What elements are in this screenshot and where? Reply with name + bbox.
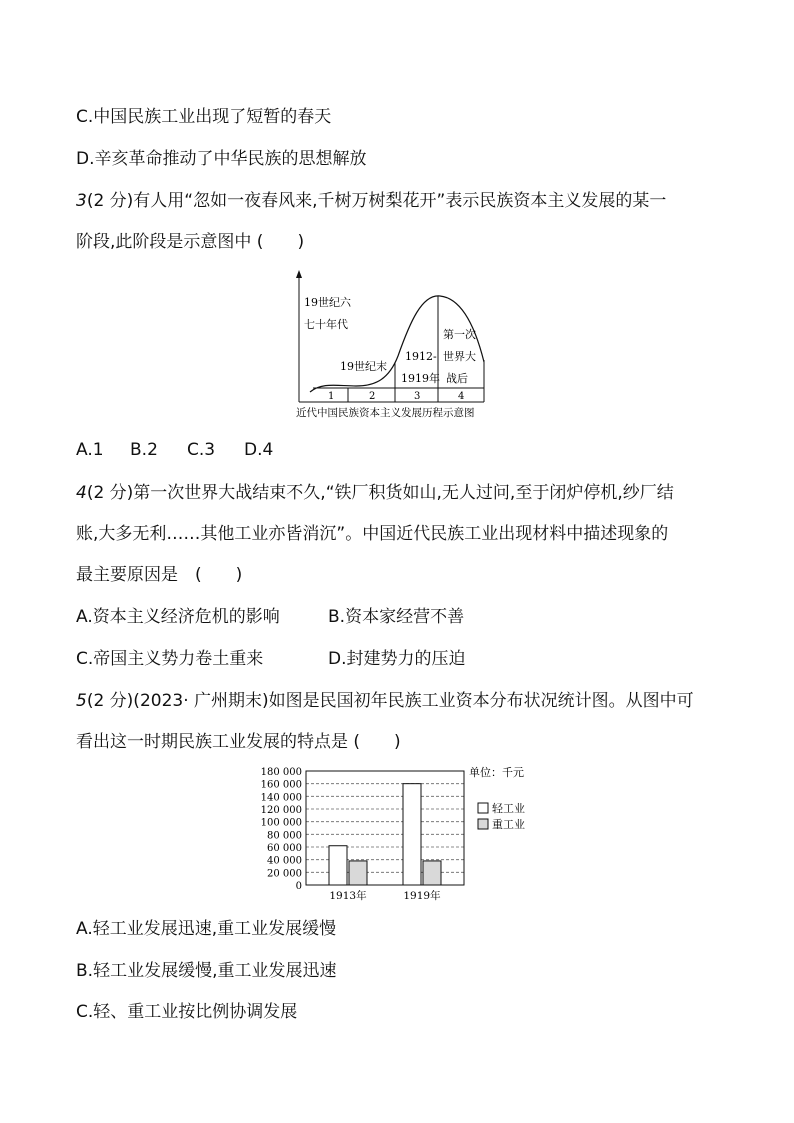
q4-options-row1 xyxy=(76,606,464,628)
q3-development-curve xyxy=(310,296,484,392)
q5-y-tick-label: 140 000 xyxy=(260,792,302,804)
q5-legend-light: 轻工业 xyxy=(492,802,525,815)
q3-option-c: C.3 xyxy=(187,440,216,460)
q3-label-s1a: 19世纪六 xyxy=(304,296,351,309)
q4-option-d: D.封建势力的压迫 xyxy=(328,649,466,669)
q2-option-c: C.中国民族工业出现了短暂的春天 xyxy=(76,107,332,127)
q5-y-tick-label: 60 000 xyxy=(267,843,302,854)
q2-option-d: D.辛亥革命推动了中华民族的思想解放 xyxy=(76,149,367,169)
q3-caption: 近代中国民族资本主义发展历程示意图 xyxy=(296,407,475,419)
q3-stem-line2: 阶段,此阶段是示意图中 ( ) xyxy=(76,232,305,252)
q3-stem-text1: (2 分)有人用“忽如一夜春风来,千树万树梨花开”表示民族资本主义发展的某一 xyxy=(86,191,667,211)
q5-category-label: 1919年 xyxy=(403,890,441,902)
q4-stem-line2: 账,大多无利……其他工业亦皆消沉”。中国近代民族工业出现材料中描述现象的 xyxy=(76,524,669,544)
q3-label-s4a: 第一次 xyxy=(443,328,476,341)
q3-label-s2: 19世纪末 xyxy=(340,360,387,373)
q5-bar-heavy-0 xyxy=(349,861,367,885)
q4-stem-line1 xyxy=(76,482,674,504)
q5-plot-frame xyxy=(306,771,464,885)
q5-option-a: A.轻工业发展迅速,重工业发展缓慢 xyxy=(76,919,337,939)
q5-y-tick-label: 80 000 xyxy=(267,830,302,842)
q3-label-s4c: 战后 xyxy=(446,372,468,385)
q3-stem-line1 xyxy=(76,190,666,212)
q5-y-tick-label: 100 000 xyxy=(260,817,302,829)
q5-y-tick-label: 180 000 xyxy=(260,767,302,778)
q5-bar-light-0 xyxy=(329,846,347,885)
q3-option-b: B.2 xyxy=(130,440,158,460)
q3-options xyxy=(76,439,273,461)
q4-number: 4 xyxy=(76,483,87,503)
q3-seg-1: 1 xyxy=(328,391,335,402)
q4-option-a: A.资本主义经济危机的影响 xyxy=(76,607,280,627)
q4-option-b: B.资本家经营不善 xyxy=(328,607,465,627)
q3-seg-3: 3 xyxy=(414,391,421,402)
q3-y-axis-arrow xyxy=(296,270,302,278)
q5-category-label: 1913年 xyxy=(329,890,367,902)
q4-option-c: C.帝国主义势力卷土重来 xyxy=(76,649,264,669)
q5-legend-heavy: 重工业 xyxy=(492,818,525,831)
q3-label-s3b: 1919年 xyxy=(401,372,440,385)
q4-stem-line3: 最主要原因是 ( ) xyxy=(76,565,243,585)
q5-y-tick-label: 160 000 xyxy=(260,779,302,791)
q5-bar-heavy-1 xyxy=(423,861,441,885)
q5-legend-heavy-swatch xyxy=(478,819,488,829)
q5-bar-light-1 xyxy=(403,784,421,885)
q4-options-row2 xyxy=(76,648,466,670)
q5-stem-line1 xyxy=(76,690,694,712)
q5-y-tick-label: 120 000 xyxy=(260,805,302,816)
q3-option-d: D.4 xyxy=(244,440,274,460)
q5-y-tick-label: 0 xyxy=(295,881,302,892)
q5-number: 5 xyxy=(76,691,87,711)
q5-y-tick-label: 40 000 xyxy=(267,855,302,867)
q5-option-c: C.轻、重工业按比例协调发展 xyxy=(76,1002,298,1022)
q5-option-b: B.轻工业发展缓慢,重工业发展迅速 xyxy=(76,961,337,981)
q3-option-a: A.1 xyxy=(76,440,104,460)
q5-y-tick-label: 20 000 xyxy=(267,868,302,880)
q5-stem-text1: (2 分)(2023· 广州期末)如图是民国初年民族工业资本分布状况统计图。从图中可 xyxy=(86,691,694,711)
q3-label-s3a: 1912- xyxy=(405,350,437,363)
q3-label-s1b: 七十年代 xyxy=(304,318,348,331)
q5-legend-light-swatch xyxy=(478,803,488,813)
q3-seg-4: 4 xyxy=(458,391,465,402)
q3-seg-2: 2 xyxy=(369,391,376,402)
q5-stem-line2: 看出这一时期民族工业发展的特点是 ( ) xyxy=(76,732,401,752)
q3-number: 3 xyxy=(76,191,87,211)
q5-unit-label: 单位：千元 xyxy=(469,766,524,779)
q4-stem-text1: (2 分)第一次世界大战结束不久,“铁厂积货如山,无人过问,至于闭炉停机,纱厂结 xyxy=(86,483,674,503)
q3-label-s4b: 世界大 xyxy=(443,350,476,363)
